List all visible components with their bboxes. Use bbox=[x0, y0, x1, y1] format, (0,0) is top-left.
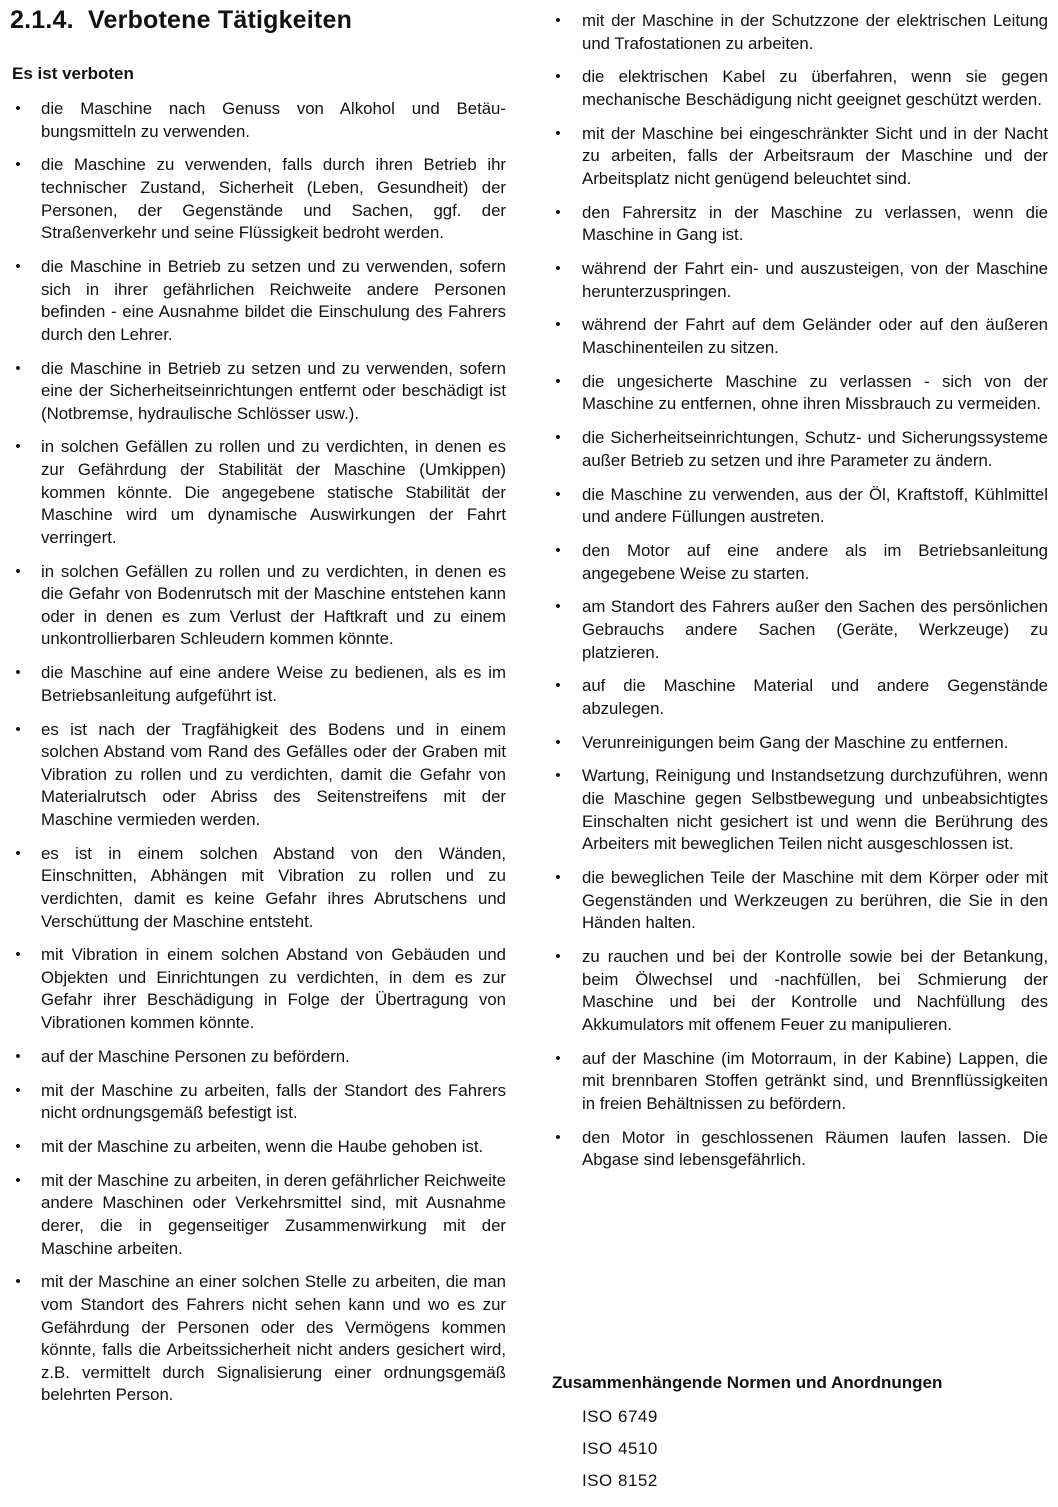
list-item-text: während der Fahrt ein- und auszusteigen, von der Maschine herunterzuspringen. bbox=[582, 259, 1048, 301]
bullet-icon: • bbox=[555, 372, 561, 390]
list-item bbox=[12, 843, 506, 933]
list-item-text: mit der Maschine zu arbeiten, falls der Standort des Fahrers nicht ordnungsgemäß befestigt ist. bbox=[41, 1080, 506, 1123]
bullet-icon: • bbox=[555, 598, 561, 616]
list-item-text: die Maschine in Betrieb zu setzen und zu verwenden, sofern sich in ihrer gefährlichen Reichweite andere Personen befinden - eine Ausnahme bildet die Einschulung des Fahrers durch den Lehrer. bbox=[41, 256, 506, 344]
list-item-text: die ungesicherte Maschine zu verlassen - sich von der Maschine zu entfernen, ohne ihren Missbrauch zu vermeiden. bbox=[582, 371, 1048, 414]
list-item-text: mit der Maschine in der Schutzzone der elektrischen Leitung und Trafostationen zu arbeiten. bbox=[582, 11, 1048, 53]
bullet-icon: • bbox=[555, 316, 561, 334]
list-item bbox=[552, 732, 1048, 755]
list-item-text: in solchen Gefällen zu rollen und zu verdichten, in denen es zur Gefährdung der Stabilität der Maschine (Umkippen) kommen könnte. Die angegebene statische Stabilität der Maschine wird um dynamische Auswirkungen der Fahrt verringert. bbox=[41, 437, 506, 547]
list-item-text: Wartung, Reinigung und Instandsetzung durchzuführen, wenn die Maschine gegen Selbstbewegung und unbeabsichtigtes Einschalten nicht gesichert ist und wenn die Berührung des Arbeiters mit beweglichen Teilen nicht ausgeschlossen ist. bbox=[582, 766, 1048, 854]
list-item-text: mit Vibration in einem solchen Abstand von Gebäuden und Objekten und Einrichtungen zu verdichten, in dem es zur Gefahr ihrer Beschädigung in Folge der Übertragung von Vibrationen kommen könnte. bbox=[41, 945, 506, 1033]
list-item bbox=[12, 436, 506, 549]
bullet-icon: • bbox=[15, 1047, 21, 1065]
list-item bbox=[12, 98, 506, 143]
bullet-icon: • bbox=[15, 1273, 21, 1291]
list-item bbox=[552, 946, 1048, 1036]
bullet-icon: • bbox=[555, 68, 561, 86]
norm-item: ISO 8152 bbox=[582, 1471, 658, 1490]
list-item-text: zu rauchen und bei der Kontrolle sowie bei der Betankung, beim Ölwechsel und -nachfüllen, bei Schmierung der Maschine und bei der Kontrolle und Nachfüllung des Akkumulators mit offenem Feuer zu manipulieren. bbox=[582, 947, 1048, 1034]
list-item bbox=[12, 1136, 506, 1159]
list-item bbox=[552, 675, 1048, 720]
list-item bbox=[552, 427, 1048, 472]
list-item bbox=[552, 765, 1048, 855]
list-item bbox=[12, 154, 506, 244]
list-item bbox=[12, 1080, 506, 1125]
list-item-text: die elektrischen Kabel zu überfahren, wenn sie gegen mechanische Beschädigung nicht geeignet geschützt werden. bbox=[582, 67, 1048, 109]
list-item-text: den Motor in geschlossenen Räumen laufen lassen. Die Abgase sind lebensgefährlich. bbox=[582, 1127, 1048, 1170]
list-item bbox=[12, 358, 506, 426]
bullet-icon: • bbox=[555, 429, 561, 447]
bullet-icon: • bbox=[15, 1138, 21, 1155]
bullet-icon: • bbox=[555, 203, 561, 221]
list-item bbox=[12, 719, 506, 832]
list-item bbox=[12, 1046, 506, 1069]
list-item-text: die Sicherheitseinrichtungen, Schutz- und Sicherungssysteme außer Betrieb zu setzen und ihre Parameter zu ändern. bbox=[582, 428, 1048, 470]
list-item-text: Verunreinigungen beim Gang der Maschine zu entfernen. bbox=[582, 732, 1009, 752]
bullet-icon: • bbox=[15, 438, 21, 456]
bullet-icon: • bbox=[555, 767, 561, 785]
list-item bbox=[12, 1170, 506, 1260]
bullet-icon: • bbox=[15, 257, 21, 275]
section-heading bbox=[10, 6, 352, 35]
prohibited-list-right bbox=[552, 10, 1048, 1183]
list-item-text: auf der Maschine Personen zu befördern. bbox=[41, 1046, 350, 1066]
bullet-icon: • bbox=[555, 733, 561, 751]
list-item-text: auf der Maschine (im Motorraum, in der Kabine) Lappen, die mit brennbaren Stoffen getränkt sind, und Brennflüssigkeiten in freien Behältnissen zu befördern. bbox=[582, 1048, 1048, 1113]
list-item bbox=[12, 256, 506, 346]
list-item-text: den Fahrersitz in der Maschine zu verlassen, wenn die Maschine in Gang ist. bbox=[582, 202, 1048, 245]
list-item bbox=[552, 202, 1048, 247]
prohibited-list-left bbox=[12, 98, 506, 1418]
list-item bbox=[552, 258, 1048, 303]
list-item bbox=[552, 371, 1048, 416]
list-item bbox=[552, 10, 1048, 55]
bullet-icon: • bbox=[15, 844, 21, 862]
lead-text: Es ist verboten bbox=[12, 64, 134, 83]
list-item-text: die Maschine in Betrieb zu setzen und zu verwenden, sofern eine der Sicherheitseinrichtungen entfernt oder beschädigt ist (Notbremse, hydraulische Schlösser usw.). bbox=[41, 358, 506, 423]
list-item bbox=[552, 123, 1048, 191]
bullet-icon: • bbox=[15, 100, 21, 117]
norms-title: Zusammenhängende Normen und Anordnungen bbox=[552, 1373, 943, 1392]
list-item bbox=[12, 944, 506, 1034]
list-item bbox=[12, 561, 506, 651]
list-item-text: den Motor auf eine andere als im Betriebsanleitung angegebene Weise zu starten. bbox=[582, 540, 1048, 583]
bullet-icon: • bbox=[555, 485, 561, 503]
bullet-icon: • bbox=[555, 869, 561, 887]
bullet-icon: • bbox=[15, 359, 21, 377]
list-item-text: die Maschine nach Genuss von Alkohol und Betäubungsmitteln zu verwenden. bbox=[41, 99, 506, 141]
list-item bbox=[12, 1271, 506, 1407]
bullet-icon: • bbox=[15, 720, 21, 738]
bullet-icon: • bbox=[15, 664, 21, 682]
list-item bbox=[552, 540, 1048, 585]
list-item-text: in solchen Gefällen zu rollen und zu verdichten, in denen es die Gefahr von Bodenrutsch mit der Maschine entstehen kann oder in denen es zum Verlust der Haftkraft und zu einem unkontrollierbaren Schleudern kommen könnte. bbox=[41, 561, 506, 649]
bullet-icon: • bbox=[555, 541, 561, 559]
list-item bbox=[552, 596, 1048, 664]
list-item-text: es ist nach der Tragfähigkeit des Bodens und in einem solchen Abstand vom Rand des Gefälles oder der Graben mit Vibration zu rollen und zu verdichten, damit die Gefahr von Materialrutsch oder Abriss des Seitenstreifens mit der Maschine vermieden werden. bbox=[41, 719, 506, 829]
list-item bbox=[552, 1048, 1048, 1116]
bullet-icon: • bbox=[15, 156, 21, 174]
list-item-text: mit der Maschine zu arbeiten, wenn die Haube gehoben ist. bbox=[41, 1137, 484, 1156]
list-item bbox=[552, 314, 1048, 359]
bullet-icon: • bbox=[555, 12, 561, 29]
list-item-text: es ist in einem solchen Abstand von den Wänden, Einschnitten, Abhängen mit Vibration zu rollen und zu verdichten, damit es keine Gefahr ihres Abrutschens und Verschüttung der Maschine entsteht. bbox=[41, 843, 506, 931]
bullet-icon: • bbox=[15, 1171, 21, 1189]
bullet-icon: • bbox=[555, 1049, 561, 1067]
bullet-icon: • bbox=[555, 124, 561, 142]
list-item bbox=[12, 662, 506, 707]
bullet-icon: • bbox=[555, 677, 561, 695]
bullet-icon: • bbox=[15, 562, 21, 580]
norm-item: ISO 4510 bbox=[582, 1439, 658, 1458]
list-item-text: mit der Maschine bei eingeschränkter Sicht und in der Nacht zu arbeiten, falls der Arbeitsraum der Maschine und der Arbeitsplatz nicht genügend beleuchtet sind. bbox=[582, 123, 1048, 188]
section-number: 2.1.4. bbox=[10, 6, 74, 34]
section-title: Verbotene Tätigkeiten bbox=[88, 6, 353, 34]
list-item-text: die Maschine auf eine andere Weise zu bedienen, als es im Betriebsanleitung aufgeführt ist. bbox=[41, 663, 506, 705]
list-item-text: die Maschine zu verwenden, falls durch ihren Betrieb ihr technischer Zustand, Sicherheit (Leben, Gesundheit) der Personen, der Gegenstände und Sachen, ggf. der Straßenverkehr und seine Flüssigkeit bedroht werden. bbox=[41, 155, 506, 243]
list-item-text: die Maschine zu verwenden, aus der Öl, Kraftstoff, Kühlmittel und andere Füllungen austreten. bbox=[582, 484, 1048, 527]
norm-item: ISO 6749 bbox=[582, 1407, 658, 1426]
list-item-text: die beweglichen Teile der Maschine mit dem Körper oder mit Gegenständen und Werkzeugen zu berühren, die Sie in den Händen halten. bbox=[582, 868, 1048, 933]
list-item-text: mit der Maschine an einer solchen Stelle zu arbeiten, die man vom Standort des Fahrers nicht sehen kann und wo es zur Gefährdung der Personen oder des Vermögens kommen könnte, falls die Arbeitssicherheit nicht anders gesichert wird, z.B. vermittelt durch Signalisierung einer ordnungsgemäß belehrten Person. bbox=[41, 1272, 506, 1405]
bullet-icon: • bbox=[555, 260, 561, 278]
bullet-icon: • bbox=[555, 1128, 561, 1146]
norms-list bbox=[582, 1406, 658, 1502]
list-item bbox=[552, 867, 1048, 935]
list-item-text: mit der Maschine zu arbeiten, in deren gefährlicher Reichweite andere Maschinen oder Verkehrsmittel sind, mit Ausnahme derer, die in gegenseitiger Zusammenwirkung mit der Maschine arbeiten. bbox=[41, 1170, 506, 1258]
bullet-icon: • bbox=[555, 948, 561, 965]
list-item bbox=[552, 66, 1048, 111]
list-item bbox=[552, 1127, 1048, 1172]
bullet-icon: • bbox=[15, 1081, 21, 1099]
list-item-text: auf die Maschine Material und andere Gegenstände abzulegen. bbox=[582, 676, 1048, 718]
list-item-text: während der Fahrt auf dem Geländer oder auf den äußeren Maschinenteilen zu sitzen. bbox=[582, 315, 1048, 358]
list-item-text: am Standort des Fahrers außer den Sachen des persönlichen Gebrauchs andere Sachen (Geräte, Werkzeuge) zu platzieren. bbox=[582, 597, 1048, 662]
list-item bbox=[552, 484, 1048, 529]
bullet-icon: • bbox=[15, 946, 21, 964]
